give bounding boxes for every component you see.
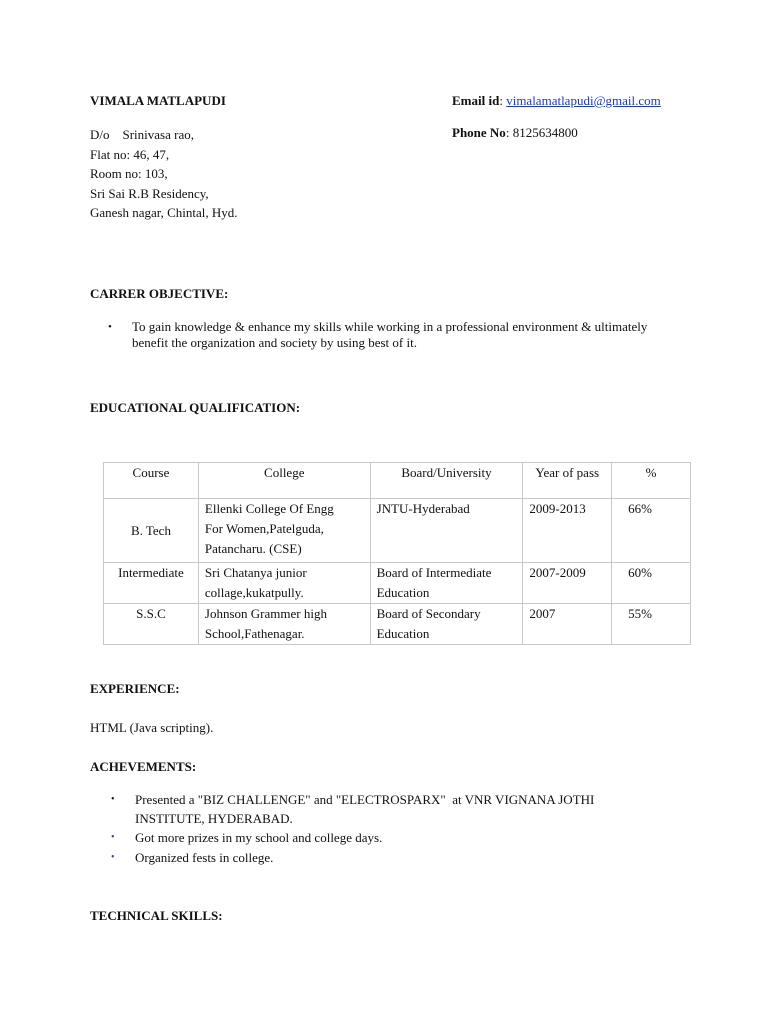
year-cell: 2009-2013: [523, 499, 612, 563]
year-cell: 2007: [523, 604, 612, 645]
bullet-icon: •: [111, 832, 115, 843]
email-link[interactable]: vimalamatlapudi@gmail.com: [506, 93, 661, 108]
percent-cell: 55%: [612, 604, 691, 645]
column-header: Course: [104, 463, 199, 499]
education-heading: EDUCATIONAL QUALIFICATION:: [90, 400, 301, 415]
percent-cell: 60%: [612, 563, 691, 604]
experience-text: HTML (Java scripting).: [90, 720, 214, 735]
objective-line: To gain knowledge & enhance my skills while working in a professional environment & ultimately: [132, 319, 648, 334]
address-block: [90, 125, 238, 223]
board-line: Board of Intermediate: [376, 565, 492, 580]
college-line: Sri Chatanya junior: [204, 565, 307, 580]
achievement-line: Organized fests in college.: [135, 850, 274, 865]
objective-line: benefit the organization and society by using best of it.: [132, 335, 417, 350]
column-header: Board/University: [370, 463, 523, 499]
candidate-name: VIMALA MATLAPUDI: [90, 93, 226, 108]
list-item: [111, 790, 595, 828]
achievements-heading: ACHEVEMENTS:: [90, 759, 197, 774]
achievement-line: INSTITUTE, HYDERABAD.: [135, 811, 293, 826]
experience-heading: EXPERIENCE:: [90, 681, 180, 696]
course-cell: Intermediate: [104, 563, 199, 604]
board-cell: [370, 563, 523, 604]
college-line: For Women,Patelguda,: [204, 521, 324, 536]
objective-list: [108, 319, 648, 351]
list-item: [111, 848, 594, 868]
college-cell: [198, 604, 370, 645]
education-table: [103, 462, 691, 645]
college-cell: [198, 499, 370, 563]
college-line: Ellenki College Of Engg: [204, 501, 334, 516]
email-label: Email id: [452, 93, 500, 108]
bullet-icon: •: [111, 794, 115, 805]
bullet-icon: •: [111, 852, 115, 863]
list-item: [111, 828, 594, 848]
college-line: Patancharu. (CSE): [204, 541, 302, 556]
board-line: Education: [376, 626, 430, 641]
table-row: [104, 499, 691, 563]
board-line: Education: [376, 585, 430, 600]
achievement-line: Presented a "BIZ CHALLENGE" and "ELECTROSPARX" at VNR VIGNANA JOTHI: [135, 792, 595, 807]
address-line: Ganesh nagar, Chintal, Hyd.: [90, 205, 238, 220]
table-row: [104, 604, 691, 645]
college-line: Johnson Grammer high: [204, 606, 327, 621]
college-line: School,Fathenagar.: [204, 626, 305, 641]
board-cell: [370, 604, 523, 645]
address-line: Sri Sai R.B Residency,: [90, 185, 209, 201]
college-line: collage,kukatpully.: [204, 585, 304, 600]
achievements-list: [111, 790, 595, 868]
course-cell: B. Tech: [104, 499, 199, 563]
column-header: Year of pass: [523, 463, 612, 499]
objective-heading: CARRER OBJECTIVE:: [90, 286, 229, 301]
table-header-row: [104, 463, 691, 499]
year-cell: 2007-2009: [523, 563, 612, 604]
achievement-line: Got more prizes in my school and college days.: [135, 830, 383, 845]
college-cell: [198, 563, 370, 604]
phone-value: 8125634800: [512, 125, 578, 140]
phone-line: Phone No: 8125634800: [452, 125, 578, 140]
course-cell: S.S.C: [104, 604, 199, 645]
phone-label: Phone No: [452, 125, 506, 140]
list-item: [108, 319, 648, 351]
technical-heading: TECHNICAL SKILLS:: [90, 908, 223, 923]
address-line: D/o Srinivasa rao,: [90, 127, 194, 142]
bullet-icon: •: [108, 321, 112, 333]
percent-cell: 66%: [612, 499, 691, 563]
column-header: %: [612, 463, 691, 499]
board-cell: [370, 499, 523, 563]
email-line: Email id: vimalamatlapudi@gmail.com: [452, 93, 661, 108]
address-line: Room no: 103,: [90, 166, 168, 181]
board-line: Board of Secondary: [376, 606, 481, 621]
board-line: JNTU-Hyderabad: [376, 501, 470, 516]
table-row: [104, 563, 691, 604]
address-line: Flat no: 46, 47,: [90, 146, 170, 162]
column-header: College: [198, 463, 370, 499]
